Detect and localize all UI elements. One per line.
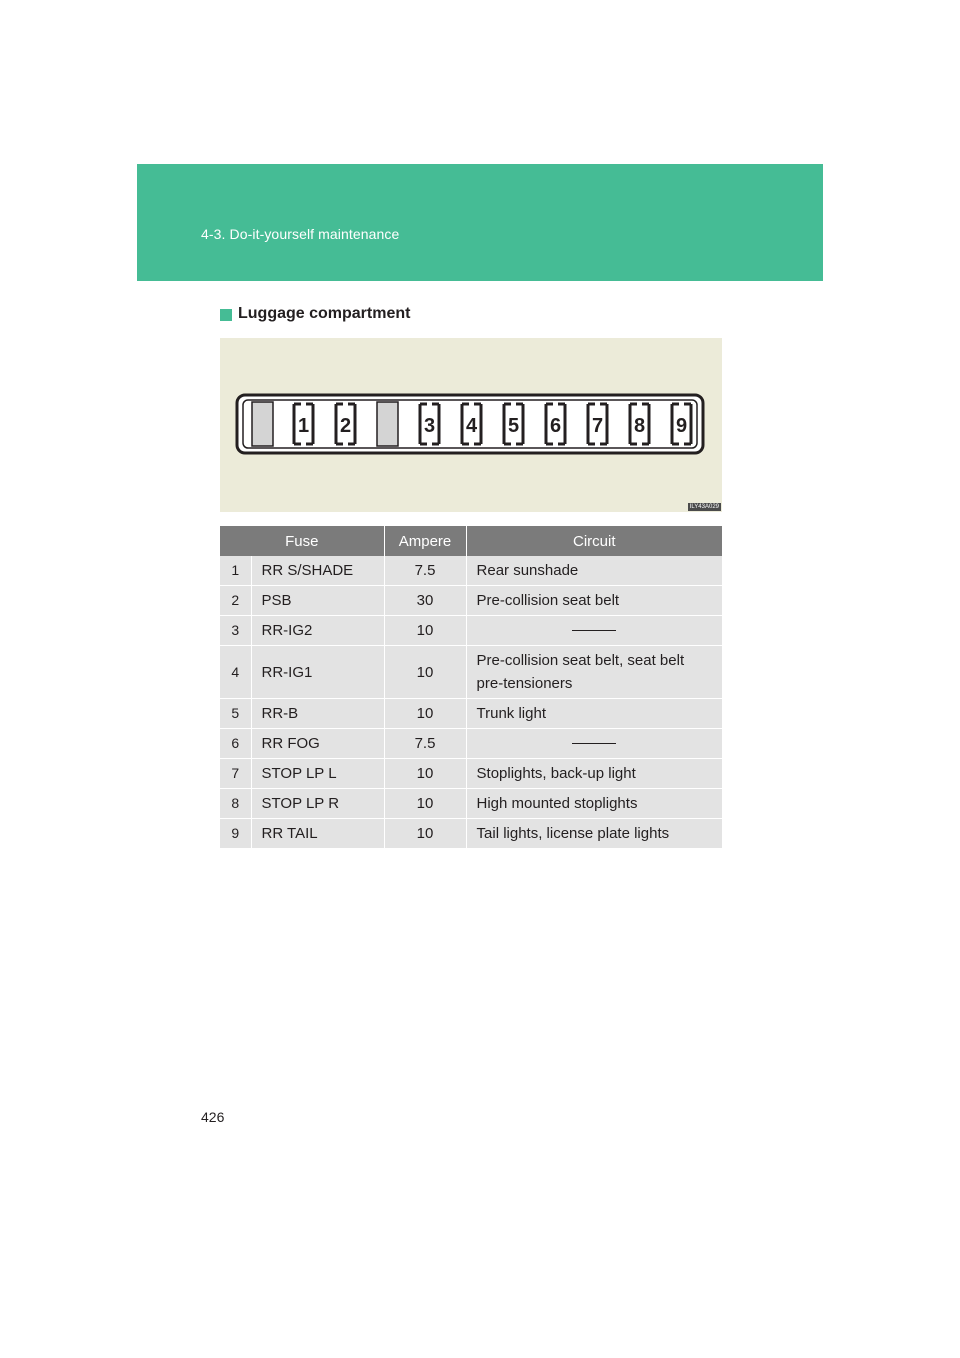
no-circuit-dash	[572, 630, 616, 631]
fuse-slot-label: 9	[675, 415, 688, 437]
fuse-circuit: Rear sunshade	[466, 556, 722, 586]
fuse-name: STOP LP R	[251, 789, 384, 819]
fuse-box-diagram	[220, 338, 722, 512]
table-row	[220, 586, 722, 616]
fuse-name: STOP LP L	[251, 759, 384, 789]
fuse-slot-label: 5	[507, 415, 520, 437]
fuse-name: RR-IG1	[251, 646, 384, 699]
fuse-number: 3	[220, 616, 251, 646]
page-number: 426	[201, 1109, 225, 1125]
table-row	[220, 759, 722, 789]
section-title: 4-3. Do-it-yourself maintenance	[201, 226, 400, 242]
fuse-number: 2	[220, 586, 251, 616]
fuse-ampere: 10	[384, 819, 466, 849]
fuse-number: 5	[220, 699, 251, 729]
table-row	[220, 646, 722, 699]
table-row	[220, 789, 722, 819]
fuse-slot-label: 1	[297, 415, 310, 437]
fuse-ampere: 7.5	[384, 556, 466, 586]
table-row	[220, 556, 722, 586]
column-header-circuit: Circuit	[466, 526, 722, 556]
sub-heading	[220, 305, 410, 323]
table-row	[220, 819, 722, 849]
image-code: ILY43A029	[689, 504, 719, 510]
fuse-slot-label: 8	[633, 415, 646, 437]
empty-fuse-slot	[377, 402, 398, 446]
fuse-circuit: High mounted stoplights	[466, 789, 722, 819]
fuse-name: RR TAIL	[251, 819, 384, 849]
fuse-slot-label: 2	[339, 415, 352, 437]
fuse-name: RR FOG	[251, 729, 384, 759]
square-bullet-icon	[220, 309, 232, 321]
table-header-row	[220, 526, 722, 556]
fuse-ampere: 10	[384, 699, 466, 729]
fuse-slot-label: 7	[591, 415, 604, 437]
fuse-ampere: 7.5	[384, 729, 466, 759]
fuse-slot-label: 6	[549, 415, 562, 437]
table-row	[220, 616, 722, 646]
fuse-name: PSB	[251, 586, 384, 616]
fuse-table	[220, 526, 722, 849]
fuse-ampere: 10	[384, 616, 466, 646]
fuse-ampere: 10	[384, 646, 466, 699]
fuse-name: RR-B	[251, 699, 384, 729]
fuse-ampere: 30	[384, 586, 466, 616]
no-circuit-dash	[572, 743, 616, 744]
fuse-number: 1	[220, 556, 251, 586]
empty-fuse-slot	[252, 402, 273, 446]
sub-heading-text: Luggage compartment	[238, 305, 411, 322]
fuse-number: 7	[220, 759, 251, 789]
table-row	[220, 729, 722, 759]
fuse-name: RR S/SHADE	[251, 556, 384, 586]
header-band	[137, 164, 823, 281]
fuse-number: 4	[220, 646, 251, 699]
fuse-slot-label: 4	[465, 415, 478, 437]
fuse-ampere: 10	[384, 759, 466, 789]
fuse-number: 6	[220, 729, 251, 759]
fuse-box-illustration	[220, 338, 722, 512]
fuse-slot-label: 3	[423, 415, 436, 437]
fuse-number: 9	[220, 819, 251, 849]
fuse-circuit	[466, 616, 722, 646]
fuse-number: 8	[220, 789, 251, 819]
fuse-circuit: Tail lights, license plate lights	[466, 819, 722, 849]
fuse-circuit: Pre-collision seat belt	[466, 586, 722, 616]
fuse-circuit: Stoplights, back-up light	[466, 759, 722, 789]
fuse-circuit: Trunk light	[466, 699, 722, 729]
table-row	[220, 699, 722, 729]
fuse-ampere: 10	[384, 789, 466, 819]
column-header-ampere: Ampere	[384, 526, 466, 556]
column-header-fuse: Fuse	[220, 526, 384, 556]
fuse-circuit	[466, 729, 722, 759]
fuse-name: RR-IG2	[251, 616, 384, 646]
fuse-circuit: Pre-collision seat belt, seat belt pre-tensioners	[466, 646, 722, 699]
